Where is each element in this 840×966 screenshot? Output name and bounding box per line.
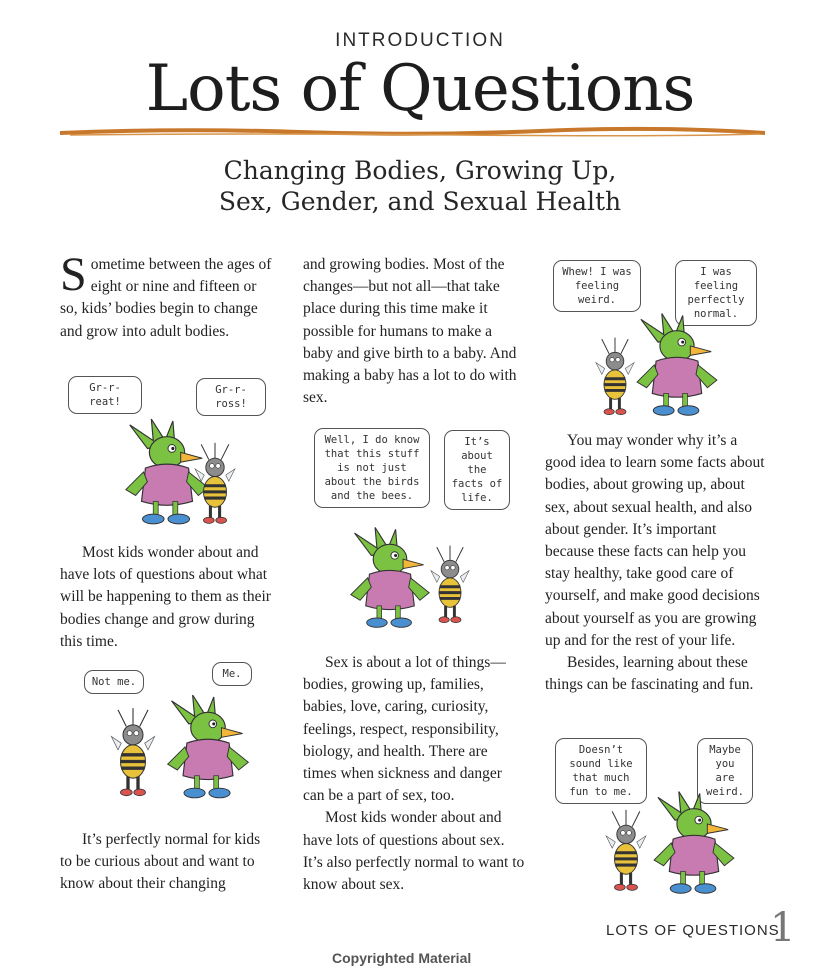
column-2-top [303, 254, 525, 409]
page-subtitle [0, 155, 840, 217]
paragraph-wonder: Most kids wonder about and have lots of questions about what will be happening to them as their bodies change and grow during this time. [60, 544, 271, 650]
column-2-bottom [303, 652, 525, 896]
paragraph-curious: It’s perfectly normal for kids to be curious about and want to know about their changing [60, 831, 261, 893]
speech-bubble-facts-of-life: It’s about the facts of life. [444, 430, 510, 510]
paragraph-sex-is-about: Sex is about a lot of things—bodies, growing up, families, babies, love, caring, curiosity, feelings, respect, responsibility, biology, and health. There are times when sickness and danger can be a part of sex, too. [303, 654, 506, 805]
speech-bubble-perfectly-normal: I was feeling perfectly normal. [675, 260, 757, 326]
title-rule [60, 124, 765, 140]
subtitle-line-2: Sex, Gender, and Sexual Health [218, 187, 622, 216]
running-head: LOTS OF QUESTIONS [606, 922, 780, 939]
drop-cap: S [60, 248, 87, 301]
paragraph-why-learn: You may wonder why it’s a good idea to learn some facts about bodies, about growing up, about sex, about sexual health, and also about gender. It’s important because these facts can help you stay healthy, take good care of yourself, and make good decisions about yourself as you are growing up and for the rest of your life. [545, 432, 765, 649]
column-1-bottom [60, 829, 276, 896]
section-kicker: INTRODUCTION [335, 30, 505, 51]
illustration-not-me [60, 662, 280, 812]
illustration-feeling-weird [545, 256, 770, 422]
speech-bubble-me: Me. [212, 662, 252, 686]
bird-character [342, 520, 438, 632]
speech-bubble-not-me: Not me. [84, 670, 144, 694]
bee-character [428, 544, 472, 628]
speech-bubble-whew: Whew! I was feeling weird. [553, 260, 641, 312]
column-3-text [545, 430, 767, 696]
paragraph-most-kids: Most kids wonder about and have lots of questions about sex. It’s also perfectly normal to want to know about sex. [303, 809, 525, 894]
illustration-maybe-weird [545, 734, 770, 904]
illustration-gr-r-reat [60, 372, 280, 532]
copyright-notice: Copyrighted Material [332, 950, 472, 966]
bee-character [192, 442, 238, 528]
bee-character [108, 708, 158, 800]
bird-character [627, 306, 727, 420]
column-1-top [60, 248, 276, 343]
illustration-birds-and-bees [300, 426, 530, 636]
speech-bubble-gr-r-reat: Gr-r-reat! [68, 376, 142, 414]
bird-character [160, 686, 256, 804]
speech-bubble-maybe-weird: Maybe you are weird. [697, 738, 753, 804]
intro-paragraph [60, 248, 276, 343]
bird-character [645, 784, 743, 898]
column-1-middle [60, 542, 276, 653]
speech-bubble-gr-r-ross: Gr-r-ross! [196, 378, 266, 416]
intro-text: ometime between the ages of eight or nine and fifteen or so, kids’ bodies begin to change and grow into adult bodies. [60, 256, 272, 340]
page-title: Lots of Questions [145, 52, 695, 126]
page-number: 1 [770, 905, 796, 951]
paragraph-fascinating: Besides, learning about these things can be fascinating and fun. [545, 654, 754, 694]
paragraph-growing-bodies: and growing bodies. Most of the changes—but not all—that take place during this time make it possible for humans to make a baby and give birth to a baby. And making a baby has a lot to do with sex. [303, 256, 517, 407]
bee-character [603, 808, 649, 896]
speech-bubble-not-much-fun: Doesn’t sound like that much fun to me. [555, 738, 647, 804]
subtitle-line-1: Changing Bodies, Growing Up, [223, 156, 617, 185]
speech-bubble-birds-and-bees: Well, I do know that this stuff is not just about the birds and the bees. [314, 428, 430, 508]
